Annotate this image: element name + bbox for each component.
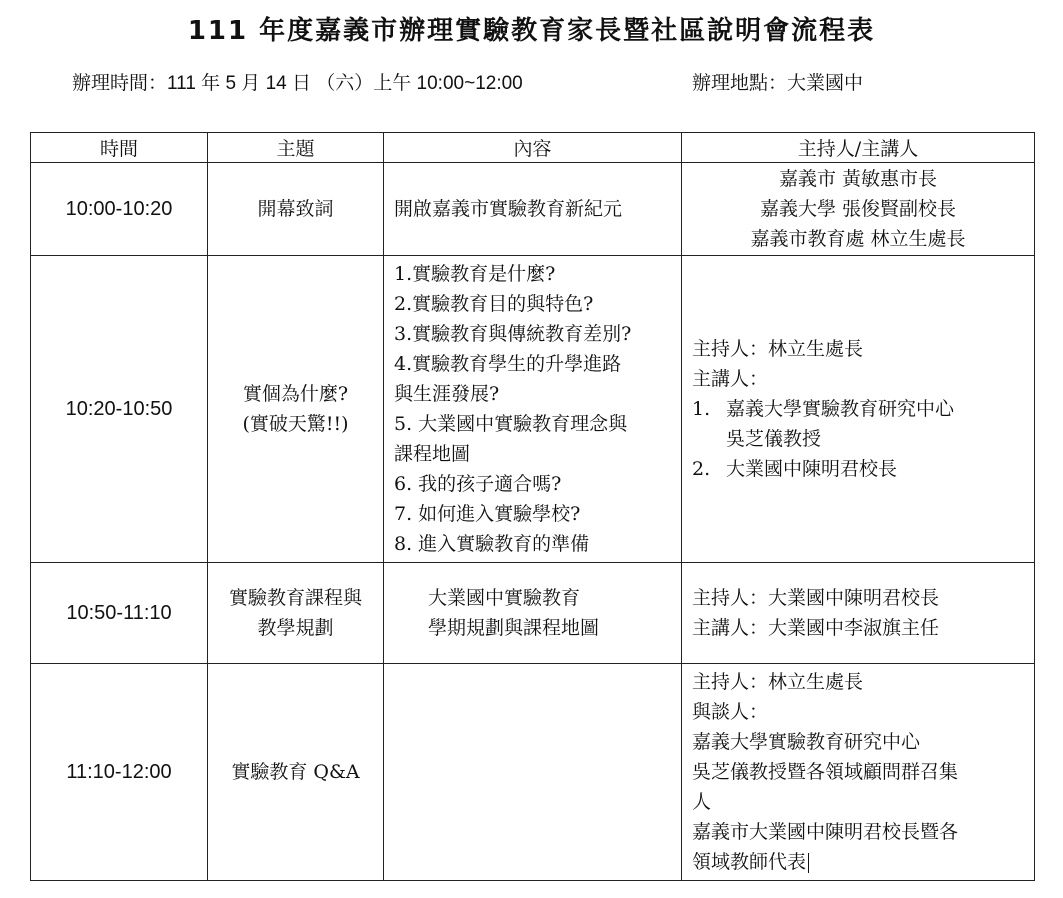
speaker-item (692, 454, 1034, 484)
row-topic (208, 563, 384, 664)
host-line: 嘉義市 黃敏惠市長 (778, 168, 938, 190)
content-line: 1.實驗教育是什麼? (394, 263, 556, 285)
row-time: 11:10-12:00 (31, 664, 208, 881)
text-cursor (808, 853, 809, 873)
topic-line: 實個為什麼? (242, 383, 349, 405)
content-line: 2.實驗教育目的與特色? (394, 293, 594, 315)
host-line: 主講人：大業國中李淑旗主任 (692, 617, 940, 639)
topic-line: (實破天驚!!) (242, 413, 349, 435)
host-line: 人 (692, 791, 712, 813)
row-content-empty (384, 664, 682, 881)
row-host (682, 563, 1035, 664)
event-time (72, 68, 523, 95)
row-time: 10:00-10:20 (31, 163, 208, 256)
content-line: 課程地圖 (394, 443, 471, 465)
content-line: 8. 進入實驗教育的準備 (394, 533, 590, 555)
speaker-item (692, 394, 1034, 424)
table-row (31, 163, 1035, 256)
host-line: 與談人： (692, 701, 769, 723)
host-line: 主持人：林立生處長 (692, 671, 864, 693)
event-place-value: 大業國中 (787, 72, 864, 94)
event-place (692, 68, 863, 95)
row-topic (208, 256, 384, 563)
row-topic (208, 163, 384, 256)
event-time-value: 111 年 5 月 14 日 （六）上午 10:00~12:00 (167, 73, 523, 94)
host-speaker-label: 主講人： (692, 368, 769, 390)
content-line: 7. 如何進入實驗學校? (394, 503, 581, 525)
row-content (384, 256, 682, 563)
host-moderator: 主持人：林立生處長 (692, 338, 864, 360)
host-line: 吳芝儀教授暨各領域顧問群召集 (692, 761, 959, 783)
event-time-label: 辦理時間： (72, 72, 168, 94)
speaker-item-number: 2. (692, 458, 711, 480)
host-line-text: 領域教師代表 (692, 851, 807, 873)
row-topic (208, 664, 384, 881)
table-row (31, 664, 1035, 881)
row-host (682, 163, 1035, 256)
host-line: 嘉義大學 張俊賢副校長 (759, 198, 957, 220)
speaker-item-line: 大業國中陳明君校長 (726, 458, 898, 480)
speaker-item-line: 吳芝儀教授 (726, 428, 822, 450)
row-time: 10:50-11:10 (31, 563, 208, 664)
host-line: 嘉義大學實驗教育研究中心 (692, 731, 921, 753)
header-content: 內容 (384, 133, 682, 163)
host-line: 主持人：大業國中陳明君校長 (692, 587, 940, 609)
topic-line: 實驗教育 Q&A (231, 761, 360, 783)
row-host (682, 256, 1035, 563)
host-line-last[interactable] (692, 847, 1034, 877)
host-line: 嘉義市教育處 林立生處長 (750, 228, 966, 250)
content-line: 學期規劃與課程地圖 (428, 617, 600, 639)
content-line: 3.實驗教育與傳統教育差別? (394, 323, 632, 345)
header-host: 主持人/主講人 (682, 133, 1035, 163)
row-time: 10:20-10:50 (31, 256, 208, 563)
host-line: 嘉義市大業國中陳明君校長暨各 (692, 821, 959, 843)
schedule-table (30, 132, 1035, 881)
event-place-label: 辦理地點： (692, 72, 788, 94)
content-line: 大業國中實驗教育 (428, 587, 581, 609)
row-content (384, 163, 682, 256)
topic-line: 實驗教育課程與 (228, 587, 362, 609)
content-line: 4.實驗教育學生的升學進路 (394, 353, 622, 375)
content-line: 5. 大業國中實驗教育理念與 (394, 413, 628, 435)
table-row (31, 563, 1035, 664)
header-topic: 主題 (208, 133, 384, 163)
content-line: 6. 我的孩子適合嗎? (394, 473, 562, 495)
speaker-item-number: 1. (692, 398, 711, 420)
topic-line: 教學規劃 (257, 617, 334, 639)
document-title: 111 年度嘉義市辦理實驗教育家長暨社區說明會流程表 (187, 16, 876, 46)
topic-line: 開幕致詞 (257, 198, 334, 220)
header-time: 時間 (31, 133, 208, 163)
table-header-row (31, 133, 1035, 163)
content-line: 與生涯發展? (394, 383, 500, 405)
content-line: 開啟嘉義市實驗教育新紀元 (394, 198, 623, 220)
row-content (384, 563, 682, 664)
speaker-item-line: 嘉義大學實驗教育研究中心 (726, 398, 955, 420)
row-host (682, 664, 1035, 881)
table-row (31, 256, 1035, 563)
